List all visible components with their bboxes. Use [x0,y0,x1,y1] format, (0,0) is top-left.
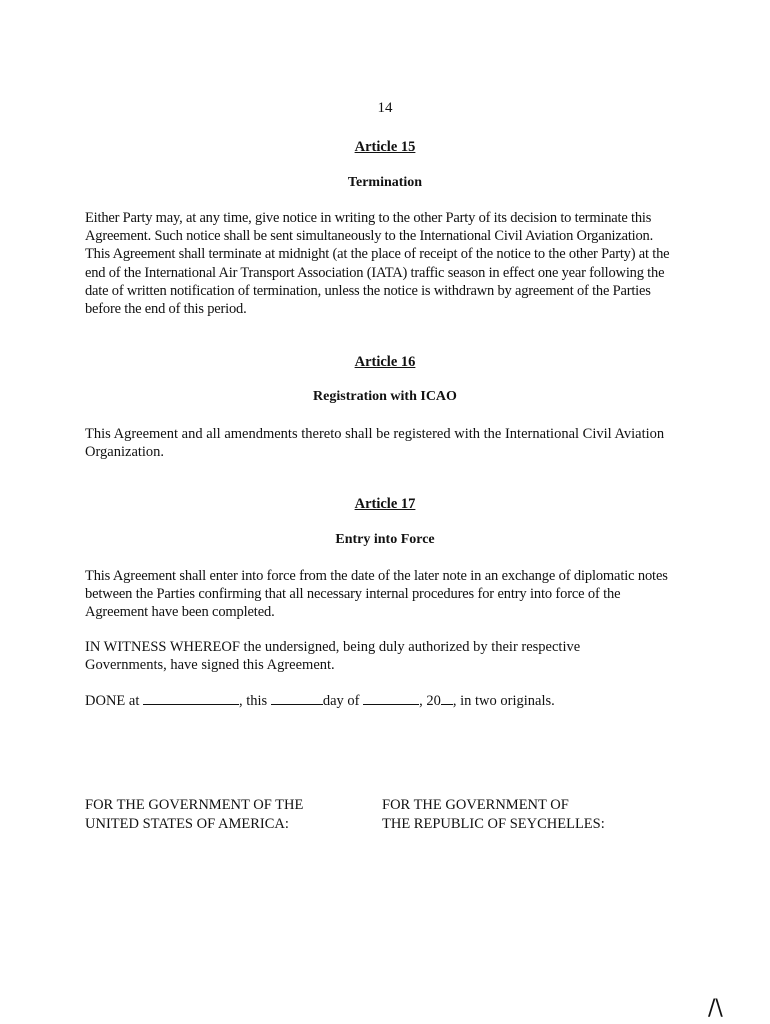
article-15-body: Either Party may, at any time, give notice in writing to the other Party of its decision to terminate this Agreement. Such notice shall be sent simultaneously to the International Civil Aviation Organization. This Agreement shall terminate at midnight (at the place of receipt of the notice to the other Party) at the end of the International Air Transport Association (IATA) traffic season in effect one year following the date of written notification of termination, unless the notice is withdrawn by agreement of the Parties before the end of this period. [85,210,670,318]
signatory-seychelles [382,796,662,833]
signatory-seychelles-line1: FOR THE GOVERNMENT OF [382,797,569,813]
this-label: , this [239,693,268,709]
done-line [85,691,675,710]
month-blank[interactable] [363,691,419,705]
article-16-subtitle: Registration with ICAO [313,389,457,404]
signatory-usa [85,796,345,833]
article-17-body: This Agreement shall enter into force from the date of the later note in an exchange of diplomatic notes between the Parties confirming that all necessary internal procedures for entry into force of the Agreement have been completed. [85,568,668,621]
day-of-label: day of [322,693,360,709]
place-blank[interactable] [143,691,239,705]
witness-clause: IN WITNESS WHEREOF the undersigned, being duly authorized by their respective Governments, have signed this Agreement. [85,639,581,674]
signatory-seychelles-line2: THE REPUBLIC OF SEYCHELLES: [382,815,605,832]
article-17-title: Article 17 [354,496,416,512]
year-prefix-label: , 20 [419,693,441,709]
article-17-subtitle: Entry into Force [335,532,435,547]
originals-label: , in two originals. [452,693,555,709]
year-blank[interactable] [441,691,453,705]
article-15-title: Article 15 [354,139,416,155]
signatory-usa-line1: FOR THE GOVERNMENT OF THE [85,797,304,813]
corner-initial-mark: /\ [708,996,723,1021]
article-15-subtitle: Termination [347,175,423,190]
signatory-usa-line2: UNITED STATES OF AMERICA: [85,815,289,832]
day-blank[interactable] [271,691,323,705]
page-number: 14 [377,100,393,116]
article-16-title: Article 16 [354,354,416,370]
article-16-body: This Agreement and all amendments thereto shall be registered with the International Civil Aviation Organization. [85,426,665,461]
done-at-label: DONE at [85,693,140,709]
